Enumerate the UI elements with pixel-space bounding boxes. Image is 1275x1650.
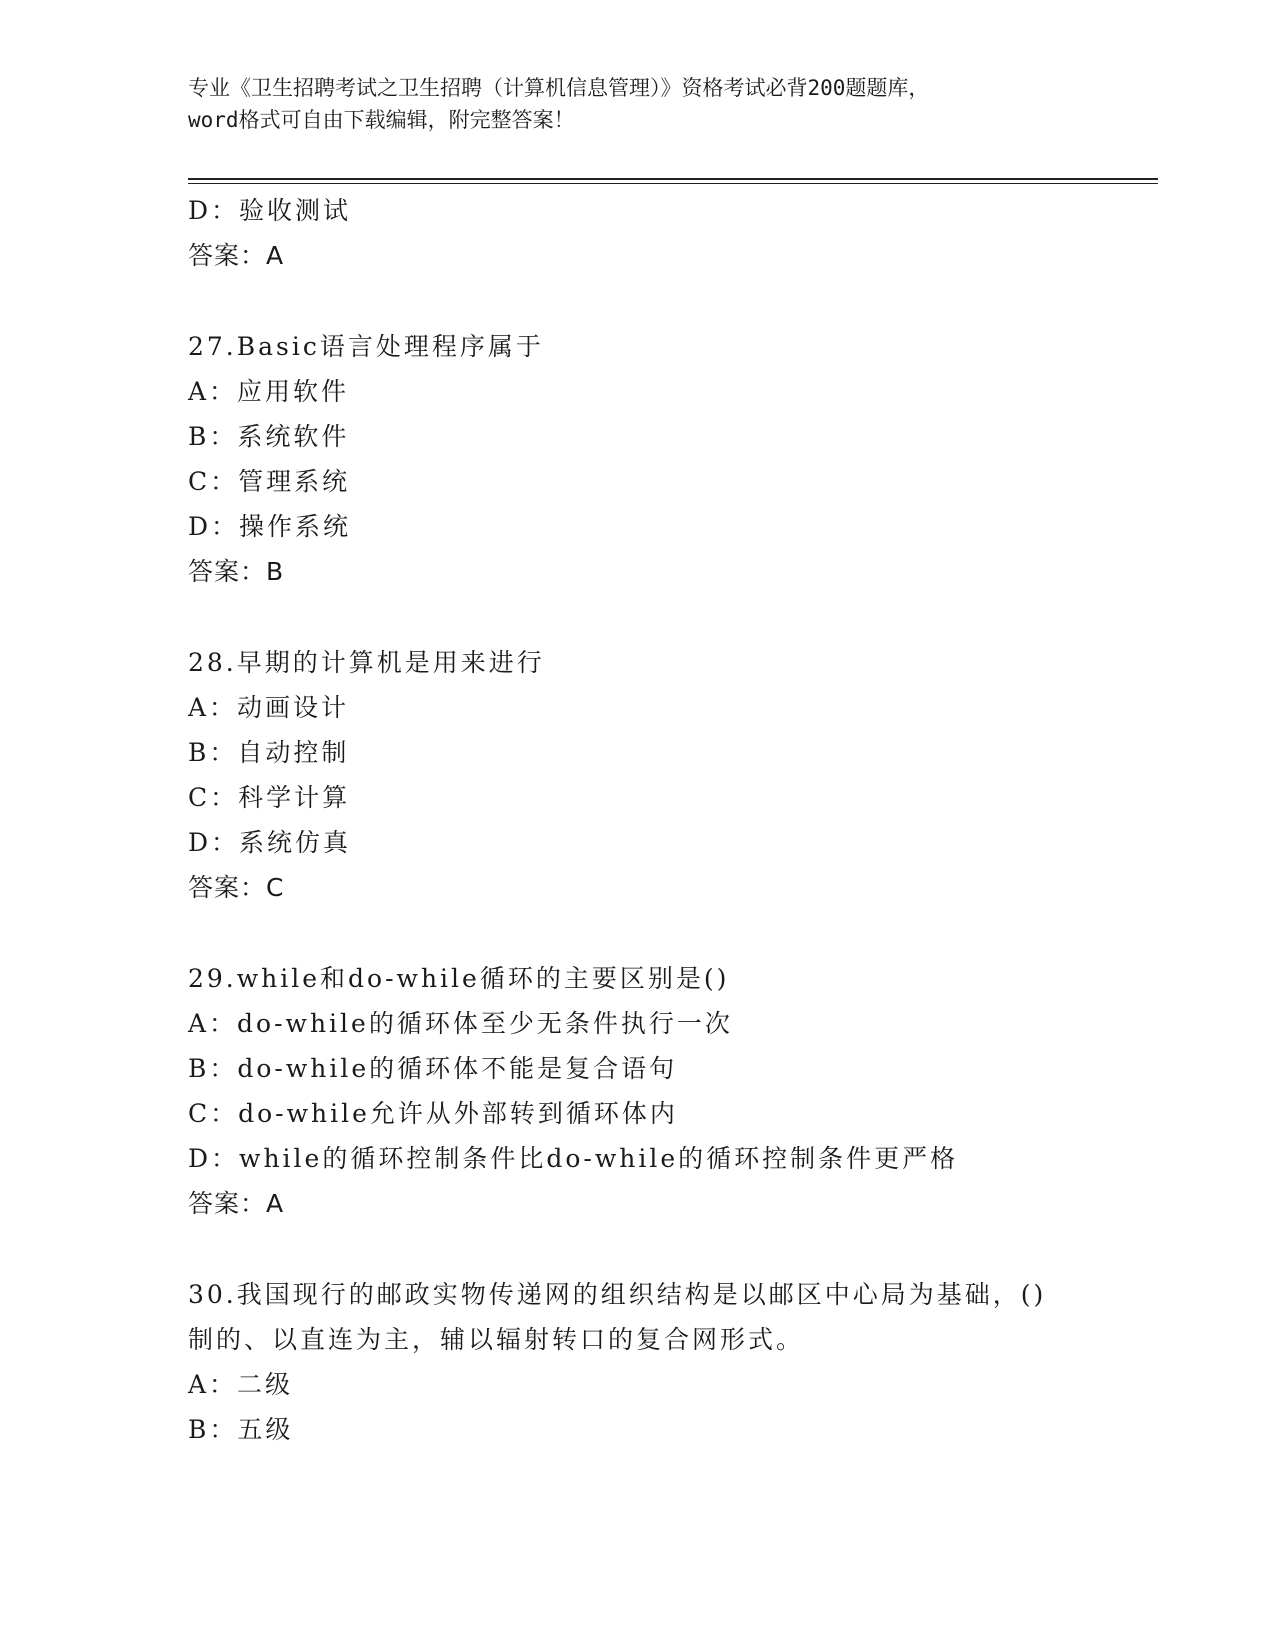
answer: 答案：B [188, 557, 285, 586]
option-c: C：科学计算 [188, 783, 351, 812]
header-line-1: 专业《卫生招聘考试之卫生招聘（计算机信息管理）》资格考试必背200题题库， [188, 76, 930, 100]
option-a: A：动画设计 [188, 693, 350, 722]
question-stem: 29.while和do-while循环的主要区别是() [188, 964, 730, 993]
question-list [188, 188, 1148, 1452]
option-c: C：管理系统 [188, 467, 351, 496]
answer: 答案：A [188, 241, 285, 270]
option-a: A：二级 [188, 1370, 294, 1399]
option-b: B：自动控制 [188, 738, 350, 767]
question-29 [188, 956, 1148, 1226]
question-30 [188, 1272, 1148, 1452]
option-a: A：应用软件 [188, 377, 350, 406]
answer: 答案：C [188, 873, 285, 902]
option-d: D：系统仿真 [188, 828, 352, 857]
option-c: C：do-while允许从外部转到循环体内 [188, 1099, 678, 1128]
answer: 答案：A [188, 1189, 285, 1218]
header-line-2: word格式可自由下载编辑，附完整答案！ [188, 108, 575, 132]
question-stem: 27.Basic语言处理程序属于 [188, 332, 544, 361]
question-28 [188, 640, 1148, 910]
option-d: D：验收测试 [188, 196, 352, 225]
option-b: B：do-while的循环体不能是复合语句 [188, 1054, 678, 1083]
header-divider-top [188, 178, 1158, 180]
question-stem: 28.早期的计算机是用来进行 [188, 648, 545, 677]
option-a: A：do-while的循环体至少无条件执行一次 [188, 1009, 733, 1038]
question-27 [188, 324, 1148, 594]
document-header [188, 72, 1088, 136]
question-stem-line-2: 制的、以直连为主，辅以辐射转口的复合网形式。 [188, 1325, 805, 1354]
question-stem-line-1: 30.我国现行的邮政实物传递网的组织结构是以邮区中心局为基础，() [188, 1280, 1047, 1309]
option-b: B：系统软件 [188, 422, 350, 451]
header-divider-bottom [188, 183, 1158, 184]
option-d: D：操作系统 [188, 512, 352, 541]
option-b: B：五级 [188, 1415, 294, 1444]
option-d: D：while的循环控制条件比do-while的循环控制条件更严格 [188, 1144, 959, 1173]
